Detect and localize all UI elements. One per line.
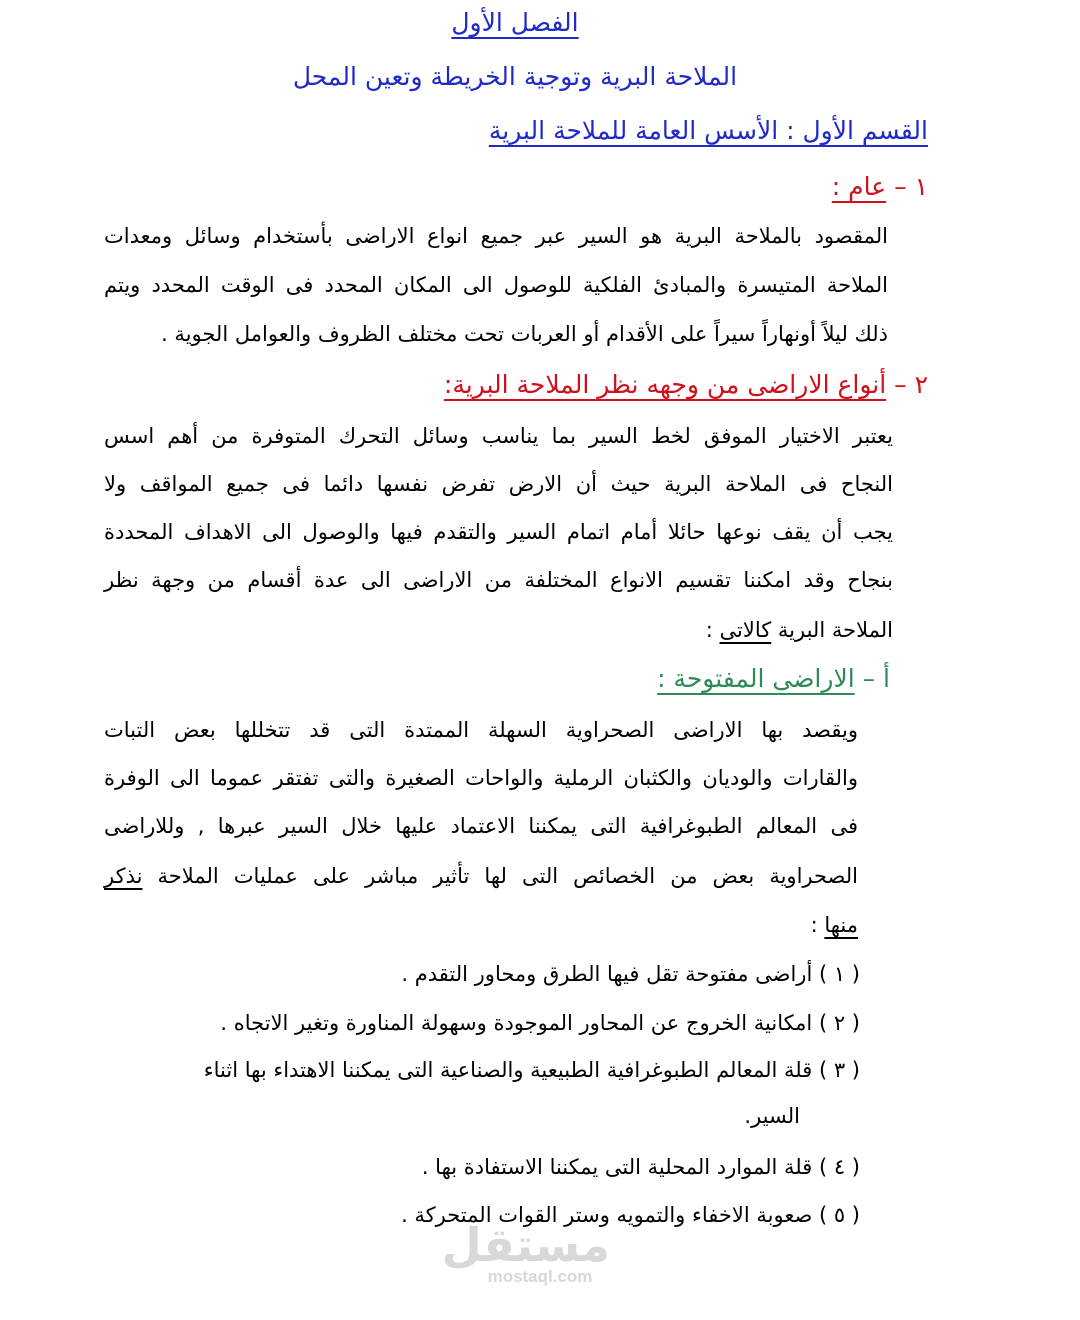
paragraph-line: المقصود بالملاحة البرية هو السير عبر جميع انواع الاراضى بأستخدام وسائل ومعدات (104, 224, 888, 248)
list-text: امكانية الخروج عن المحاور الموجودة وسهولة المناورة وتغير الاتجاه . (220, 1011, 813, 1035)
paragraph-line: بنجاح وقد امكننا تقسيم الانواع المختلفة من الاراضى الى عدة أقسام من وجهة نظر (104, 568, 893, 592)
subitem-a-letter: أ – (854, 664, 890, 693)
subitem-a-title: الاراضى المفتوحة : (657, 664, 855, 693)
list-text: قلة المعالم الطبوغرافية الطبيعية والصناعية التى يمكننا الاهتداء بها اثناء (203, 1058, 813, 1082)
item2-number: ٢ – (886, 370, 928, 399)
paragraph-line: يعتبر الاختيار الموفق لخط السير بما يناسب وسائل التحرك المتوفرة من أهم اسس (104, 424, 893, 448)
paragraph-line: ذلك ليلاً أونهاراً سيراً على الأقدام أو العربات تحت مختلف الظروف والعوامل الجوية . (161, 322, 888, 346)
watermark-url: mostaql.com (487, 1267, 593, 1286)
paragraph-line: النجاح فى الملاحة البرية حيث أن الارض تفرض نفسها دائما فى جميع المواقف ولا (104, 472, 893, 496)
list-marker: ( ٤ ) (818, 1155, 860, 1179)
paragraph-line: ويقصد بها الاراضى الصحراوية السهلة الممتدة التى قد تتخللها بعض التبات (104, 718, 858, 742)
item1-heading (832, 172, 928, 201)
mostaql-watermark (441, 1218, 610, 1286)
list-item (220, 1011, 860, 1035)
list-text: أراضى مفتوحة تقل فيها الطرق ومحاور التقدم . (401, 962, 813, 986)
list-item (401, 962, 860, 986)
item1-title: عام : (831, 172, 887, 201)
paragraph-line: الملاحة البرية كالاتى : (705, 618, 893, 642)
list-item (422, 1155, 860, 1179)
list-marker: ( ٥ ) (818, 1203, 860, 1227)
paragraph-line: الملاحة المتيسرة والمبادئ الفلكية للوصول الى المكان المحدد فى الوقت المحدد ويتم (104, 273, 888, 297)
paragraph-line: الصحراوية بعض من الخصائص التى لها تأثير مباشر على عمليات الملاحة نذكر (104, 864, 858, 888)
watermark-logo: مستقل (441, 1218, 610, 1272)
item2-title: أنواع الاراضى من وجهه نظر الملاحة البرية: (443, 370, 887, 399)
paragraph-line: يجب أن يقف نوعها حائلا أمام اتمام السير والتقدم فيها والوصول الى الاهداف المحددة (104, 520, 893, 544)
list-marker: ( ١ ) (818, 962, 860, 986)
paragraph-line: منها : (810, 913, 858, 937)
paragraph-line: فى المعالم الطبوغرافية التى يمكننا الاعتماد عليها خلال السير عبرها , وللاراضى (104, 814, 858, 838)
list-marker: ( ٢ ) (818, 1011, 860, 1035)
list-text: قلة الموارد المحلية التى يمكننا الاستفادة بها . (421, 1155, 813, 1179)
paragraph-line: والقارات والوديان والكثبان الرملية والواحات الصغيرة والتى تفتقر عموما الى الوفرة (104, 766, 858, 790)
chapter-title: الفصل الأول (451, 8, 579, 37)
chapter-subtitle: الملاحة البرية وتوجية الخريطة وتعين المحل (292, 62, 738, 91)
list-marker: ( ٣ ) (818, 1058, 860, 1082)
item1-number: ١ – (886, 172, 928, 201)
subitem-a-heading (657, 664, 890, 693)
item2-heading (444, 370, 928, 399)
list-text: صعوبة الاخفاء والتمويه وستر القوات المتحركة . (401, 1203, 813, 1227)
list-item (203, 1058, 860, 1128)
list-text-continuation: السير. (744, 1104, 800, 1128)
section-heading: القسم الأول : الأسس العامة للملاحة البرية (488, 116, 928, 145)
